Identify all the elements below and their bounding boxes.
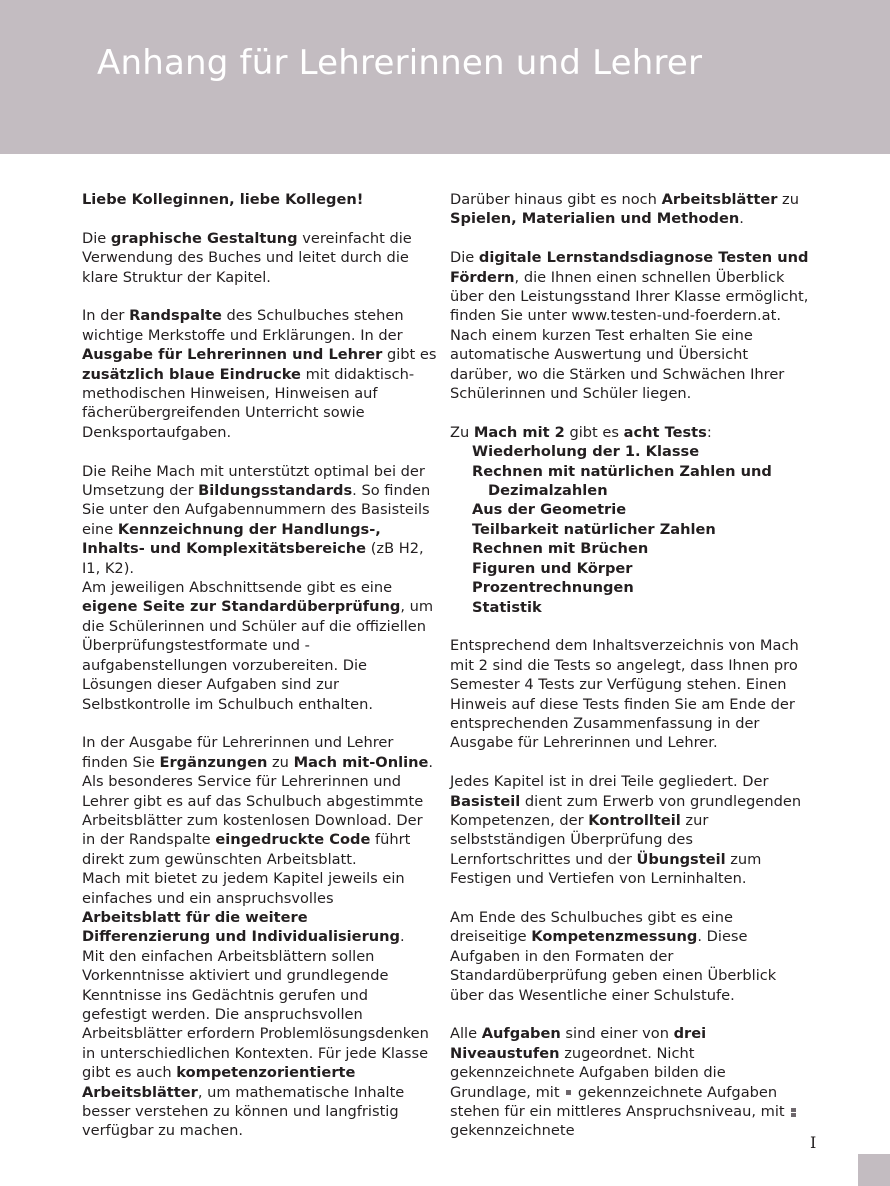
paragraph-worksheets: Mach mit bietet zu jedem Kapitel jeweils ein einfaches und ein anspruchsvolles Arbeitsblatt für die weitere Differenzierung und Individualisierung. — [82, 870, 405, 946]
paragraph-digital-diagnosis: Die digitale Lernstandsdiagnose Testen und Fördern, die Ihnen einen schnellen Überblick über den Leistungsstand Ihrer Klasse ermöglicht, finden Sie unter www.testen-und-foerdern.at. Nach einem kurzen Test erhalten Sie eine automatische Auswertung und Übersicht darüber, wo die Stärken und Schwächen Ihrer Schülerinnen und Schüler liegen. — [450, 249, 809, 403]
paragraph-simple-worksheets: Mit den einfachen Arbeitsblättern sollen Vorkenntnisse aktiviert und grundlegende Kenntnisse ins Gedächtnis gerufen und gefestigt werden. Die anspruchsvollen Arbeitsblätter erfordern Problemlösungsdenken in unterschiedlichen Kontexten. Für jede Klasse gibt es auch kompetenzorientierte Arbeitsblätter, um mathematische Inhalte besser verstehen zu können und langfristig verfügbar zu machen. — [82, 947, 429, 1140]
page-title: Anhang für Lehrerinnen und Lehrer — [97, 43, 703, 83]
list-item: Aus der Geometrie — [472, 501, 627, 519]
page-tab — [858, 1154, 890, 1186]
paragraph-online: In der Ausgabe für Lehrerinnen und Lehrer finden Sie Ergänzungen zu Mach mit-Online. Als besonderes Service für Lehrerinnen und Lehrer gibt es auf das Schulbuch abgestimmte Arbeitsblätter zum kostenlosen Download. Der in der Randspalte eingedruckte Code führt direkt zum gewünschten Arbeitsblatt. — [82, 734, 434, 868]
left-column — [82, 190, 437, 1141]
list-item: Teilbarkeit natürlicher Zahlen — [472, 520, 716, 538]
paragraph-standards: Die Reihe Mach mit unterstützt optimal bei der Umsetzung der Bildungsstandards. So finden Sie unter den Aufgabennummern des Basisteils eine Kennzeichnung der Handlungs-, Inhalts- und Komplexitätsbereiche (zB H2, I1, K2). — [82, 462, 431, 577]
page-number: I — [810, 1133, 817, 1152]
list-item: Rechnen mit natürlichen Zahlen und — [472, 462, 772, 480]
paragraph-extra-worksheets: Darüber hinaus gibt es noch Arbeitsblätter zu Spielen, Materialien und Methoden. — [450, 191, 799, 228]
level-one-marker-icon — [566, 1090, 571, 1095]
page-header — [0, 0, 890, 154]
greeting: Liebe Kolleginnen, liebe Kollegen! — [82, 191, 364, 208]
list-item: Rechnen mit Brüchen — [472, 540, 649, 558]
list-item: Wiederholung der 1. Klasse — [472, 443, 700, 461]
paragraph-margin-column: In der Randspalte des Schulbuches stehen wichtige Merkstoffe und Erklärungen. In der Ausgabe für Lehrerinnen und Lehrer gibt es zusätzlich blaue Eindrucke mit didaktisch-methodischen Hinweisen, Hinweisen auf fächerübergreifenden Unterricht sowie Denksportaufgaben. — [82, 307, 437, 441]
list-item: Dezimalzahlen — [488, 482, 608, 500]
paragraph-levels: Alle Aufgaben sind einer von drei Niveaustufen zugeordnet. Nicht gekennzeichnete Aufgaben bilden die Grundlage, mit gekennzeichnete Aufgaben stehen für ein mittleres Anspruchsniveau, mit gekennzeichnete — [450, 1024, 810, 1140]
list-item: Prozentrechnungen — [472, 579, 634, 597]
paragraph-chapter-parts: Jedes Kapitel ist in drei Teile gegliedert. Der Basisteil dient zum Erwerb von grundlegenden Kompetenzen, der Kontrollteil zur selbstständigen Überprüfung des Lernfortschrittes und der Übungsteil zum Festigen und Vertiefen von Lerninhalten. — [450, 773, 802, 888]
paragraph-tests-schedule: Entsprechend dem Inhaltsverzeichnis von Mach mit 2 sind die Tests so angelegt, dass Ihnen pro Semester 4 Tests zur Verfügung stehen. Einen Hinweis auf diese Tests finden Sie am Ende der entsprechenden Zusammenfassung in der Ausgabe für Lehrerinnen und Lehrer. — [450, 637, 799, 752]
list-item: Figuren und Körper — [472, 559, 633, 577]
paragraph-graphic-design: Die graphische Gestaltung vereinfacht die Verwendung des Buches und leitet durch die klare Struktur der Kapitel. — [82, 229, 412, 286]
paragraph-competence: Am Ende des Schulbuches gibt es eine dreiseitige Kompetenzmessung. Diese Aufgaben in den Formaten der Standardüberprüfung geben einen Überblick über das Wesentliche einer Schulstufe. — [450, 908, 777, 1004]
right-column — [450, 190, 810, 1141]
list-item: Statistik — [472, 598, 542, 616]
paragraph-standard-check: Am jeweiligen Abschnittsende gibt es eine eigene Seite zur Standardüberprüfung, um die Schülerinnen und Schüler auf die offiziellen Überprüfungstestformate und -aufgabenstellungen vorzubereiten. Die Lösungen dieser Aufgaben sind zur Selbstkontrolle im Schulbuch enthalten. — [82, 579, 434, 713]
level-two-marker-icon — [791, 1107, 796, 1118]
tests-intro: Zu Mach mit 2 gibt es acht Tests: — [450, 423, 712, 441]
tests-list — [450, 442, 810, 617]
